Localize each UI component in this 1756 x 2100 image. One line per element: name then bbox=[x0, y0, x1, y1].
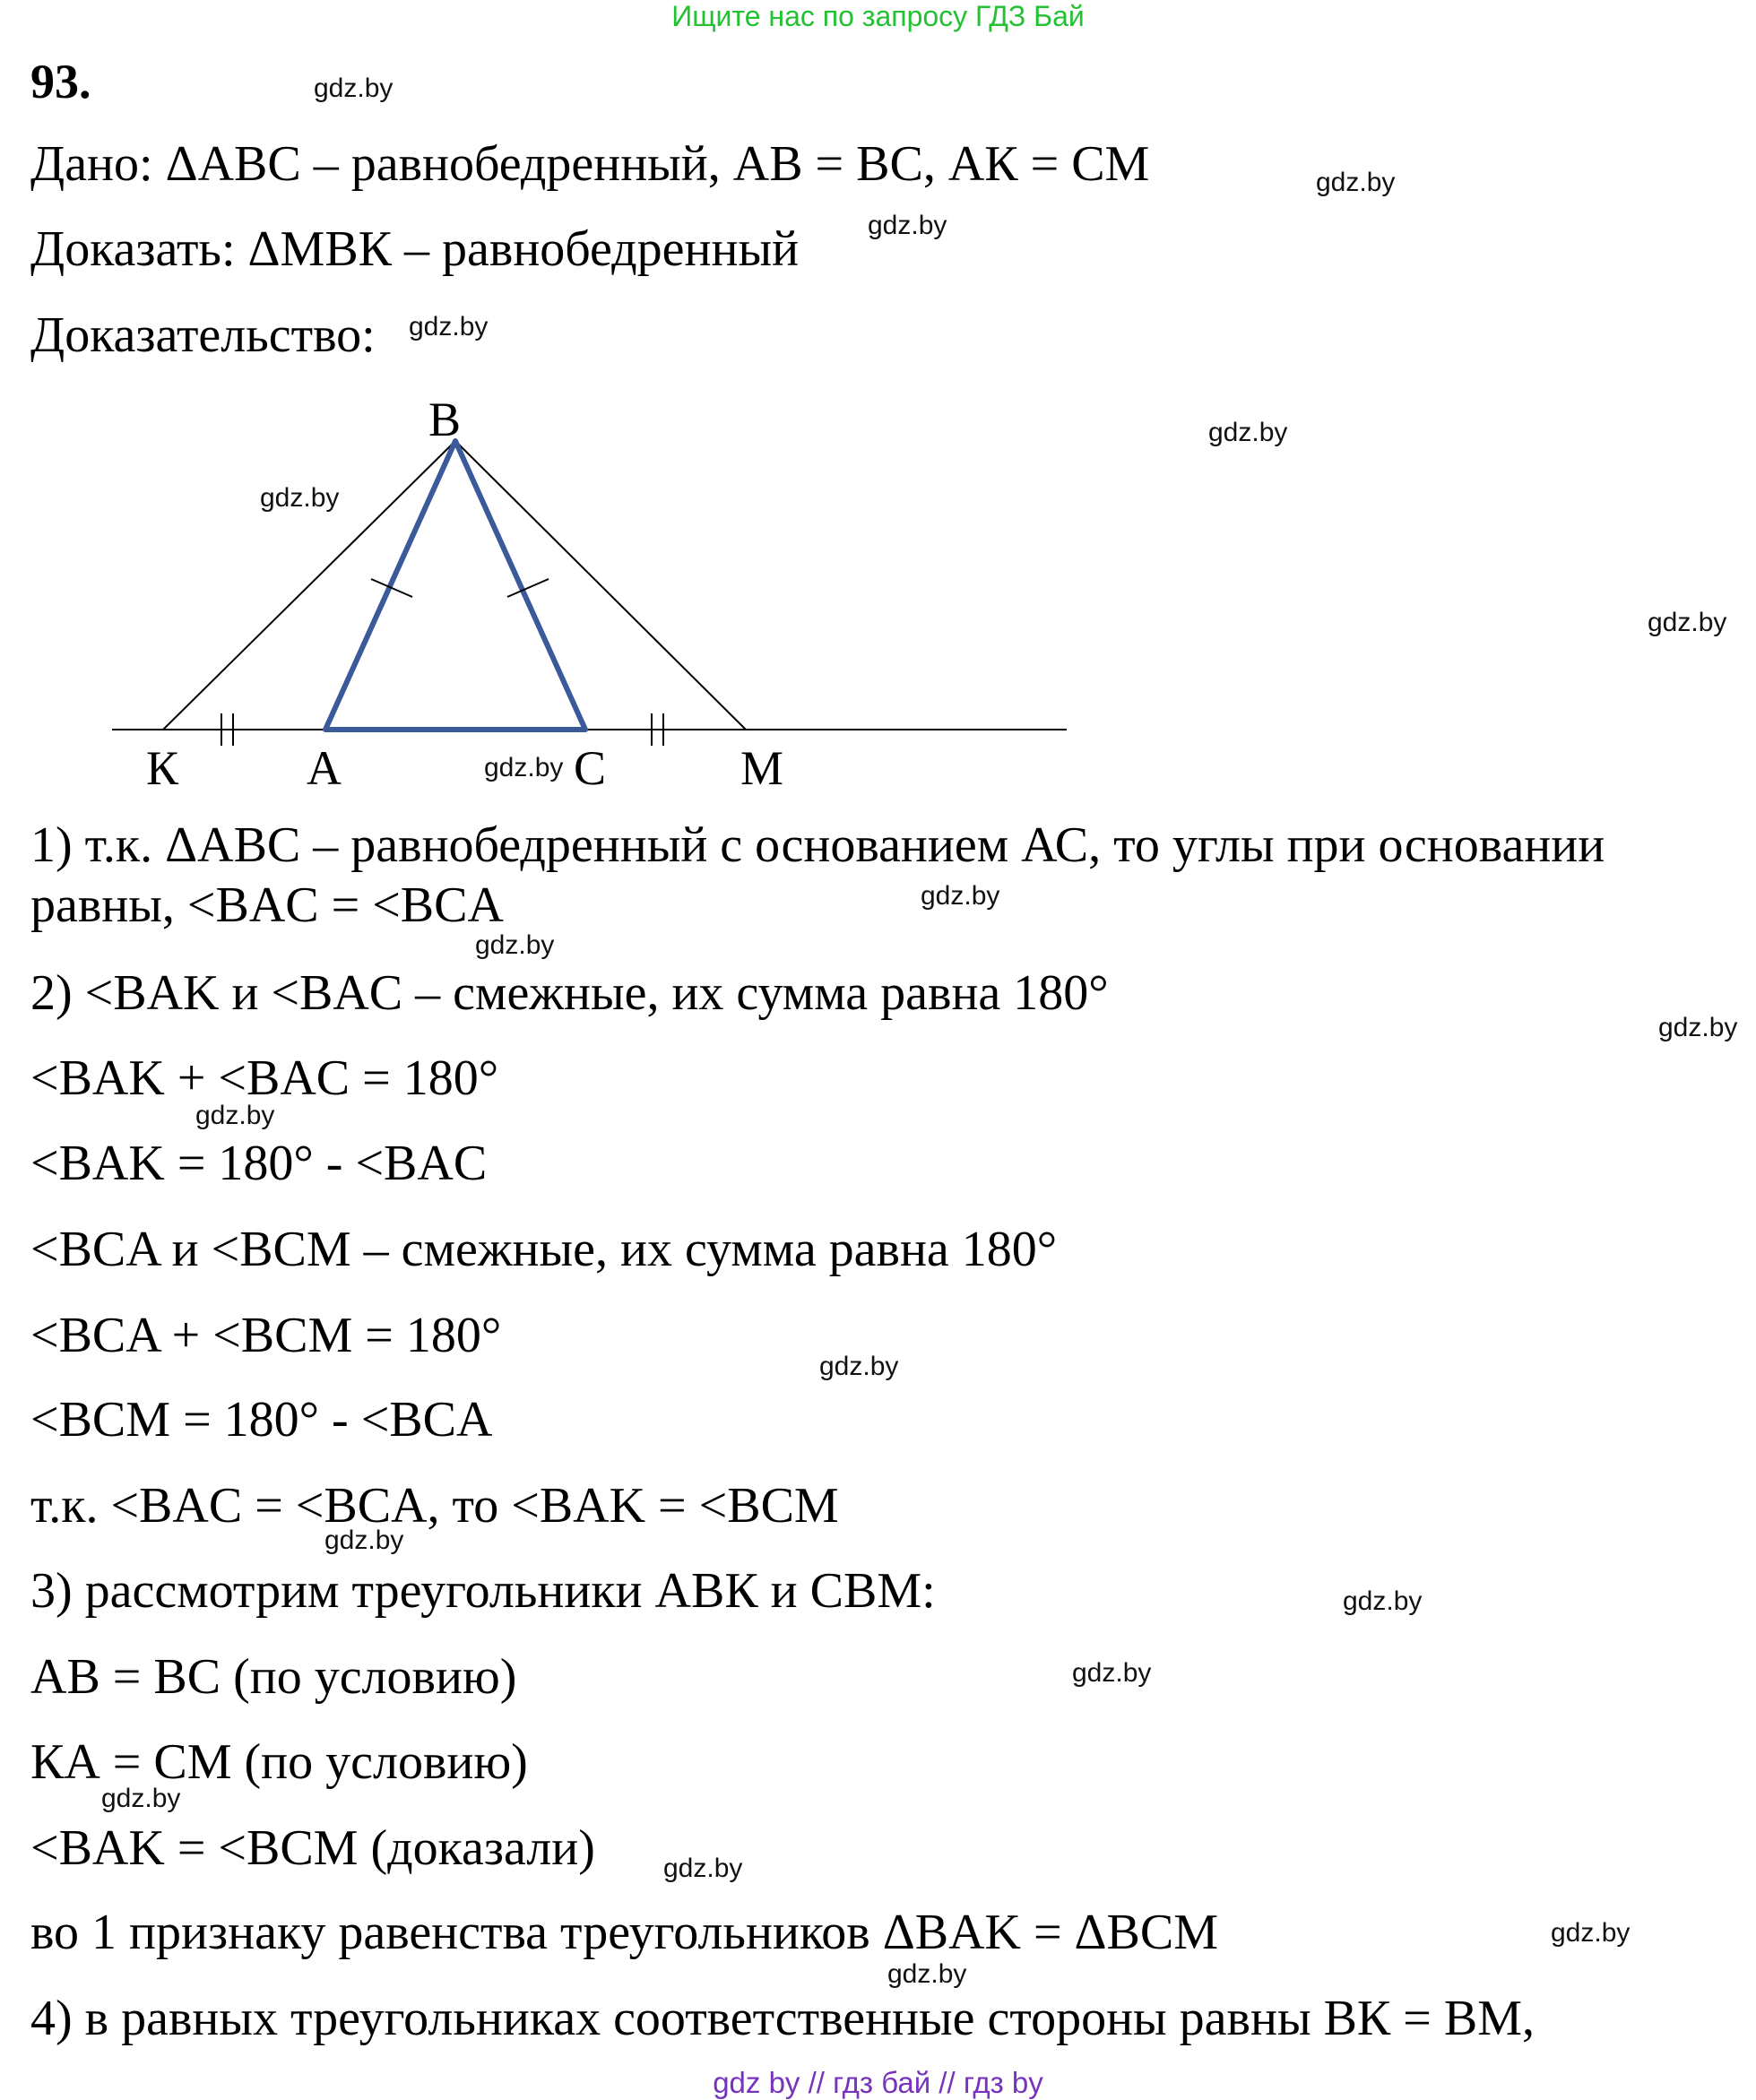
step-line: 3) рассмотрим треугольники АВК и СВМ: bbox=[30, 1563, 936, 1619]
step-line: КА = СМ (по условию) bbox=[30, 1734, 528, 1790]
step-line: т.к. <BAC = <BCA, то <BAK = <BCM bbox=[30, 1478, 839, 1534]
step-line: <BCA и <BCM – смежные, их сумма равна 180° bbox=[30, 1222, 1058, 1277]
step-line: <BCM = 180° - <BCA bbox=[30, 1392, 493, 1448]
footer-links[interactable]: gdz by // гдз бай // гдз by bbox=[713, 2066, 1043, 2099]
step-line: 1) т.к. ΔABC – равнобедренный с основанием АС, то углы при основании bbox=[30, 817, 1605, 873]
watermark: gdz.by bbox=[314, 73, 394, 103]
watermark: gdz.by bbox=[1072, 1658, 1152, 1688]
step-line: AB = BC (по условию) bbox=[30, 1649, 517, 1705]
watermark: gdz.by bbox=[101, 1784, 181, 1813]
watermark: gdz.by bbox=[475, 930, 555, 960]
problem-number: 93. bbox=[30, 55, 91, 108]
step-line: 2) <BAK и <BAC – смежные, их сумма равна 180° bbox=[30, 965, 1109, 1021]
watermark: gdz.by bbox=[1551, 1918, 1631, 1948]
watermark: gdz.by bbox=[1658, 1013, 1738, 1042]
tick-bc bbox=[507, 579, 549, 597]
given-line: Дано: ΔABC – равнобедренный, АВ = ВС, АК = СМ bbox=[30, 136, 1150, 192]
step-line: <BAK = 180° - <BAC bbox=[30, 1136, 488, 1191]
watermark: gdz.by bbox=[1316, 168, 1396, 197]
label-a: A bbox=[307, 741, 342, 795]
watermark: gdz.by bbox=[1208, 418, 1288, 447]
watermark: gdz.by bbox=[409, 312, 489, 341]
proof-label: Доказательство: bbox=[30, 307, 376, 363]
step-line: <BCA + <BCM = 180° bbox=[30, 1308, 502, 1363]
step-line: <BAK + <BAC = 180° bbox=[30, 1050, 499, 1106]
label-c: C bbox=[574, 741, 607, 795]
watermark: gdz.by bbox=[663, 1854, 743, 1883]
watermark: gdz.by bbox=[1343, 1586, 1423, 1616]
watermark: gdz.by bbox=[921, 881, 1000, 911]
watermark: gdz.by bbox=[1648, 608, 1727, 637]
prove-line: Доказать: ΔМВК – равнобедренный bbox=[30, 221, 800, 277]
search-banner[interactable]: Ищите нас по запросу ГДЗ Бай bbox=[671, 0, 1085, 32]
step-line: во 1 признаку равенства треугольников ΔBAK = ΔBCM bbox=[30, 1905, 1219, 1960]
step-line: равны, <BAC = <BCA bbox=[30, 877, 504, 933]
watermark: gdz.by bbox=[484, 753, 564, 782]
watermark: gdz.by bbox=[819, 1352, 899, 1381]
triangle-figure bbox=[0, 385, 1756, 798]
watermark: gdz.by bbox=[195, 1101, 275, 1130]
watermark: gdz.by bbox=[260, 483, 340, 513]
label-k: К bbox=[146, 741, 179, 795]
watermark: gdz.by bbox=[868, 211, 947, 240]
step-line: 4) в равных треугольниках соответственные стороны равны ВК = ВМ, bbox=[30, 1991, 1535, 2046]
triangle-abc bbox=[325, 441, 585, 730]
watermark: gdz.by bbox=[887, 1959, 967, 1989]
label-m: M bbox=[740, 741, 784, 795]
watermark: gdz.by bbox=[324, 1525, 404, 1555]
segment-bm bbox=[455, 441, 746, 730]
label-b: B bbox=[428, 393, 462, 446]
step-line: <BAK = <BCM (доказали) bbox=[30, 1820, 595, 1876]
